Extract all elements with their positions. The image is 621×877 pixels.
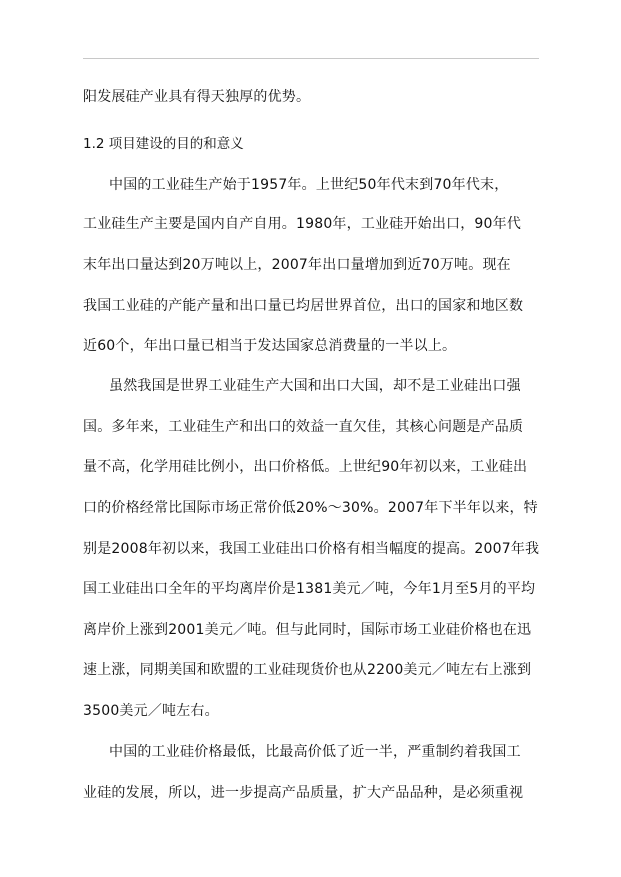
- paragraph2-line-1: 虽然我国是世界工业硅生产大国和出口大国，却不是工业硅出口强: [109, 378, 521, 394]
- paragraph2-line-6: 国工业硅出口全年的平均离岸价是1381美元／吨，今年1月至5月的平均: [83, 581, 536, 597]
- paragraph2-line-2: 国。多年来，工业硅生产和出口的效益一直欠佳，其核心问题是产品质: [83, 419, 524, 435]
- paragraph1-line-5: 近60个，年出口量已相当于发达国家总消费量的一半以上。: [83, 338, 457, 354]
- paragraph3-line-1: 中国的工业硅价格最低，比最高价低了近一半，严重制约着我国工: [109, 744, 521, 760]
- header-rule: [83, 58, 539, 59]
- section-heading: 1.2 项目建设的目的和意义: [83, 136, 244, 152]
- paragraph1-line-1: 中国的工业硅生产始于1957年。上世纪50年代末到70年代末，: [109, 177, 509, 193]
- paragraph1-line-4: 我国工业硅的产能产量和出口量已均居世界首位，出口的国家和地区数: [83, 298, 524, 314]
- paragraph2-line-4: 口的价格经常比国际市场正常价低20%～30%。2007年下半年以来，特: [83, 500, 538, 516]
- paragraph2-line-3: 量不高，化学用硅比例小，出口价格低。上世纪90年初以来，工业硅出: [83, 459, 528, 475]
- paragraph1-line-2: 工业硅生产主要是国内自产自用。1980年，工业硅开始出口，90年代: [83, 216, 522, 232]
- paragraph2-line-9: 3500美元／吨左右。: [83, 703, 219, 719]
- paragraph2-line-8: 速上涨，同期美国和欧盟的工业硅现货价也从2200美元／吨左右上涨到: [83, 662, 532, 678]
- paragraph3-line-2: 业硅的发展，所以，进一步提高产品质量，扩大产品品种，是必须重视: [83, 785, 524, 801]
- paragraph2-line-5: 别是2008年初以来，我国工业硅出口价格有相当幅度的提高。2007年我: [83, 541, 540, 557]
- paragraph1-line-3: 末年出口量达到20万吨以上，2007年出口量增加到近70万吨。现在: [83, 257, 511, 273]
- paragraph2-line-7: 离岸价上涨到2001美元／吨。但与此同时，国际市场工业硅价格也在迅: [83, 622, 532, 638]
- intro-line: 阳发展硅产业具有得天独厚的优势。: [83, 89, 311, 105]
